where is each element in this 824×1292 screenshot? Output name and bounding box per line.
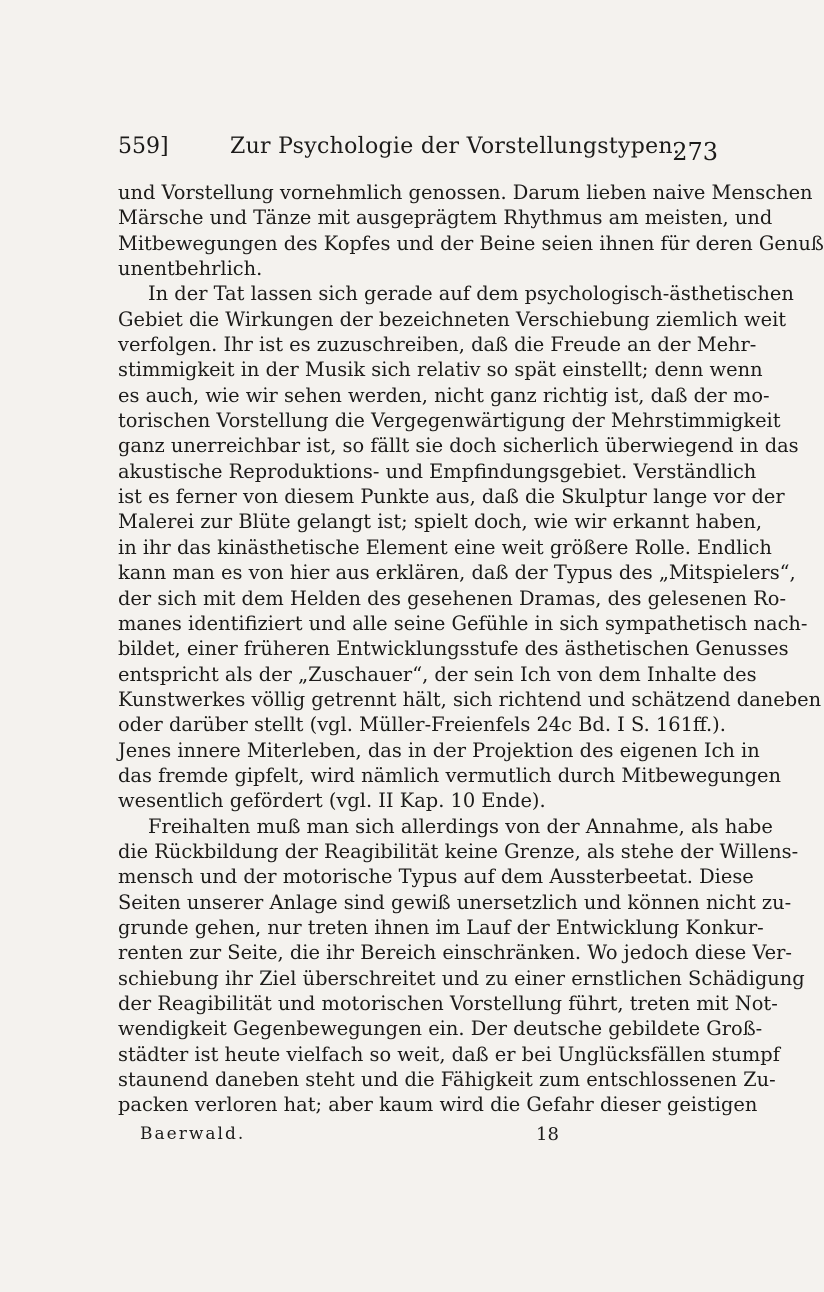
text-line: schiebung ihr Ziel überschreitet und zu einer ernstlichen Schädigung [118, 966, 805, 990]
text-line: kann man es von hier aus erklären, daß der Typus des „Mitspielers“, [118, 561, 796, 585]
text-line: ist es ferner von diesem Punkte aus, daß die Skulptur lange vor der [118, 485, 785, 509]
text-line: Jenes innere Miterleben, das in der Projektion des eigenen Ich in [118, 738, 760, 762]
text-line: verfolgen. Ihr ist es zuzuschreiben, daß die Freude an der Mehr- [118, 333, 757, 357]
text-line: Kunstwerkes völlig getrennt hält, sich richtend und schätzend daneben [118, 687, 822, 711]
text-line: und Vorstellung vornehmlich genossen. Darum lieben naive Menschen [118, 181, 813, 204]
section-reference: 559] [118, 134, 169, 159]
text-line: wesentlich gefördert (vgl. II Kap. 10 Ende). [118, 789, 546, 813]
text-line: stimmigkeit in der Musik sich relativ so spät einstellt; denn wenn [118, 358, 763, 382]
text-line: grunde gehen, nur treten ihnen im Lauf der Entwicklung Konkur- [118, 915, 764, 939]
text-line: staunend daneben steht und die Fähigkeit zum entschlossenen Zu- [118, 1068, 776, 1092]
text-line: In der Tat lassen sich gerade auf dem psychologisch-ästhetischen [148, 282, 794, 306]
text-line: Gebiet die Wirkungen der bezeichneten Verschiebung ziemlich weit [118, 307, 787, 331]
text-line: Mitbewegungen des Kopfes und der Beine seien ihnen für deren Genuß [118, 231, 824, 255]
text-line: die Rückbildung der Reagibilität keine Grenze, als stehe der Willens- [118, 839, 799, 863]
text-line: das fremde gipfelt, wird nämlich vermutlich durch Mitbewegungen [118, 763, 781, 787]
text-line: manes identifiziert und alle seine Gefühle in sich sympathetisch nach- [118, 611, 808, 635]
text-line: akustische Reproduktions- und Empfindungsgebiet. Verständlich [118, 459, 757, 483]
text-line: der Reagibilität und motorischen Vorstellung führt, treten mit Not- [118, 992, 778, 1015]
page-number: 273 [672, 138, 718, 166]
text-line: renten zur Seite, die ihr Bereich einschränken. Wo jedoch diese Ver- [118, 941, 792, 965]
text-line: wendigkeit Gegenbewegungen ein. Der deutsche gebildete Groß- [118, 1017, 763, 1041]
text-line: packen verloren hat; aber kaum wird die Gefahr dieser geistigen [118, 1093, 758, 1117]
body-text [118, 180, 824, 1118]
text-line: Malerei zur Blüte gelangt ist; spielt doch, wie wir erkannt haben, [118, 510, 763, 534]
text-line: oder darüber stellt (vgl. Müller-Freienfels 24c Bd. I S. 161ff.). [118, 713, 726, 737]
running-header [118, 134, 718, 174]
text-line: der sich mit dem Helden des gesehenen Dramas, des gelesenen Ro- [118, 586, 787, 610]
text-line: torischen Vorstellung die Vergegenwärtigung der Mehrstimmigkeit [118, 409, 781, 433]
text-line: bildet, einer früheren Entwicklungsstufe des ästhetischen Genusses [118, 637, 789, 661]
text-line: entspricht als der „Zuschauer“, der sein Ich von dem Inhalte des [118, 662, 757, 686]
text-line: Freihalten muß man sich allerdings von der Annahme, als habe [148, 814, 773, 838]
running-title: Zur Psychologie der Vorstellungstypen. [230, 134, 681, 159]
text-line: mensch und der motorische Typus auf dem Aussterbeetat. Diese [118, 865, 754, 889]
text-line: es auch, wie wir sehen werden, nicht ganz richtig ist, daß der mo- [118, 383, 770, 407]
text-line: Märsche und Tänze mit ausgeprägtem Rhythmus am meisten, und [118, 206, 773, 230]
sheet-number: 18 [536, 1124, 559, 1145]
text-line: unentbehrlich. [118, 257, 263, 281]
author-signature: Baerwald. [140, 1124, 246, 1144]
text-line: ganz unerreichbar ist, so fällt sie doch sicherlich überwiegend in das [118, 434, 799, 458]
text-line: Seiten unserer Anlage sind gewiß unersetzlich und können nicht zu- [118, 890, 792, 914]
text-line: städter ist heute vielfach so weit, daß er bei Unglücksfällen stumpf [118, 1042, 780, 1066]
text-line: in ihr das kinästhetische Element eine weit größere Rolle. Endlich [118, 535, 772, 559]
